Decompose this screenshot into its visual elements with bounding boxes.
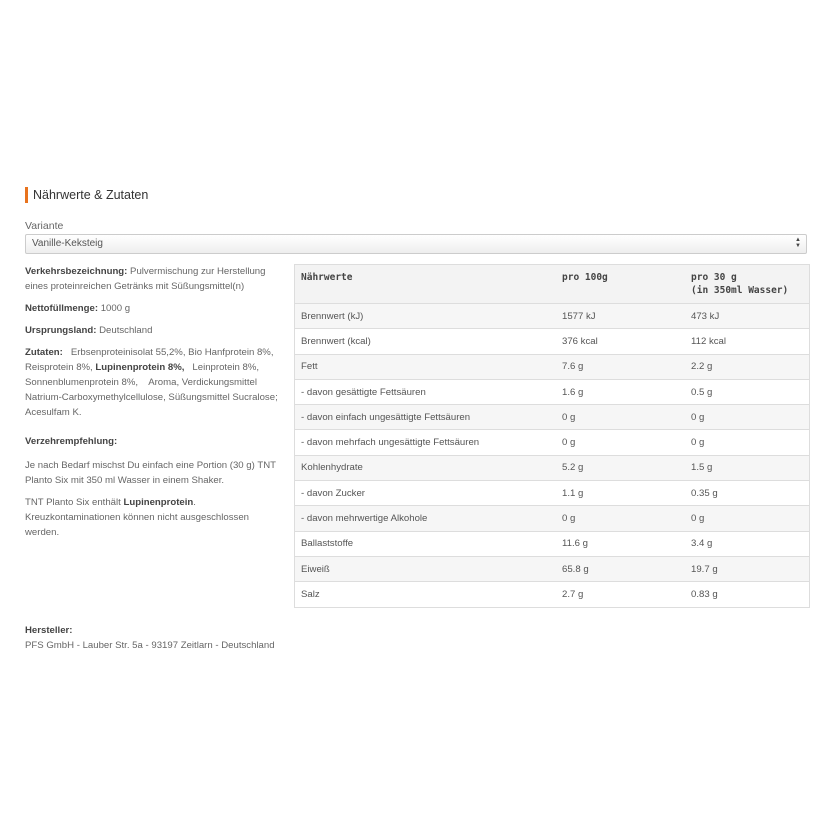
table-row <box>295 304 810 329</box>
origin-label: Ursprungsland: <box>25 325 97 336</box>
product-info <box>25 264 285 547</box>
per-100g-cell: 7.6 g <box>556 354 685 379</box>
table-row <box>295 556 810 581</box>
per-100g-cell: 0 g <box>556 506 685 531</box>
ingredients <box>25 345 285 420</box>
ingredients-part1: Erbsenproteinisolat 55,2%, Bio Hanfprotein 8%, Reisprotein 8%, <box>25 347 285 373</box>
usage-label-row <box>25 434 280 449</box>
designation-label: Verkehrsbezeichnung: <box>25 266 128 277</box>
per-100g-cell: 1.6 g <box>556 379 685 404</box>
header-nutrients: Nährwerte <box>295 265 557 304</box>
per-30g-cell: 19.7 g <box>685 556 810 581</box>
net-label: Nettofüllmenge: <box>25 303 99 314</box>
ingredients-bold: Lupinenprotein 8%, <box>95 362 185 373</box>
per-30g-cell: 1.5 g <box>685 455 810 480</box>
nutrient-name-cell: Salz <box>295 582 557 607</box>
table-row <box>295 379 810 404</box>
per-100g-cell: 376 kcal <box>556 329 685 354</box>
table-header-row <box>295 265 810 304</box>
per-100g-cell: 5.2 g <box>556 455 685 480</box>
per-30g-cell: 0.83 g <box>685 582 810 607</box>
nutrient-name-cell: - davon gesättigte Fettsäuren <box>295 379 557 404</box>
nutrient-name-cell: - davon einfach ungesättigte Fettsäuren <box>295 405 557 430</box>
variant-select[interactable] <box>25 234 807 254</box>
nutrient-name-cell: Fett <box>295 354 557 379</box>
nutrient-name-cell: - davon Zucker <box>295 481 557 506</box>
header-per-30g <box>685 265 810 304</box>
nutrient-name-cell: Eiweiß <box>295 556 557 581</box>
header-per-30g-line2: (in 350ml Wasser) <box>691 285 789 296</box>
designation-value: Pulvermischung zur Herstellung eines proteinreichen Getränks mit Süßungsmittel(n) <box>25 266 266 292</box>
per-100g-cell: 0 g <box>556 430 685 455</box>
per-100g-cell: 65.8 g <box>556 556 685 581</box>
per-30g-cell: 0 g <box>685 430 810 455</box>
manufacturer-label: Hersteller: <box>25 625 73 636</box>
per-30g-cell: 3.4 g <box>685 531 810 556</box>
nutrient-name-cell: Kohlenhydrate <box>295 455 557 480</box>
table-row <box>295 582 810 607</box>
nutrient-name-cell: Ballaststoffe <box>295 531 557 556</box>
per-100g-cell: 1577 kJ <box>556 304 685 329</box>
variant-selected-value: Vanille-Keksteig <box>32 238 103 249</box>
per-30g-cell: 2.2 g <box>685 354 810 379</box>
header-per-100g: pro 100g <box>556 265 685 304</box>
per-100g-cell: 1.1 g <box>556 481 685 506</box>
table-row <box>295 430 810 455</box>
origin-value: Deutschland <box>96 325 153 336</box>
per-30g-cell: 0.5 g <box>685 379 810 404</box>
origin <box>25 323 280 338</box>
ingredients-part2: Leinprotein 8%, Sonnenblumenprotein 8%, Aroma, Verdickungsmittel Natrium-Carboxymethylcellulose, Süßungsmittel Sucralose; Acesulfam K. <box>25 362 280 418</box>
nutrient-name-cell: - davon mehrfach ungesättigte Fettsäuren <box>295 430 557 455</box>
manufacturer <box>25 623 275 653</box>
net-value: 1000 g <box>98 303 131 314</box>
select-arrows-icon: ▲ ▼ <box>795 237 801 249</box>
per-100g-cell: 11.6 g <box>556 531 685 556</box>
table-row <box>295 455 810 480</box>
table-row <box>295 329 810 354</box>
nutrient-name-cell: Brennwert (kcal) <box>295 329 557 354</box>
table-row <box>295 405 810 430</box>
allergen-text2: . Kreuzkontaminationen können nicht ausgeschlossen werden. <box>25 497 250 538</box>
table-row <box>295 481 810 506</box>
per-30g-cell: 473 kJ <box>685 304 810 329</box>
per-100g-cell: 0 g <box>556 405 685 430</box>
header-per-30g-line1: pro 30 g <box>691 272 737 283</box>
table-row <box>295 531 810 556</box>
usage-label: Verzehrempfehlung: <box>25 436 118 447</box>
nutrition-table <box>294 264 810 608</box>
usage-text: Je nach Bedarf mischst Du einfach eine Portion (30 g) TNT Planto Six mit 350 ml Wasser in einem Shaker. <box>25 460 276 486</box>
section-title: Nährwerte & Zutaten <box>25 187 148 203</box>
per-30g-cell: 0 g <box>685 506 810 531</box>
variant-label: Variante <box>25 220 64 232</box>
net-quantity <box>25 301 280 316</box>
allergen-bold: Lupinenprotein <box>123 497 194 508</box>
per-100g-cell: 2.7 g <box>556 582 685 607</box>
allergen-note <box>25 495 280 540</box>
allergen-text1: TNT Planto Six enthält <box>25 497 124 508</box>
table-body <box>295 304 810 608</box>
designation <box>25 264 280 294</box>
nutrient-name-cell: Brennwert (kJ) <box>295 304 557 329</box>
per-30g-cell: 0.35 g <box>685 481 810 506</box>
manufacturer-value: PFS GmbH - Lauber Str. 5a - 93197 Zeitlarn - Deutschland <box>25 640 275 651</box>
table-row <box>295 354 810 379</box>
per-30g-cell: 0 g <box>685 405 810 430</box>
ingredients-label: Zutaten: <box>25 347 63 358</box>
per-30g-cell: 112 kcal <box>685 329 810 354</box>
table-row <box>295 506 810 531</box>
nutrient-name-cell: - davon mehrwertige Alkohole <box>295 506 557 531</box>
